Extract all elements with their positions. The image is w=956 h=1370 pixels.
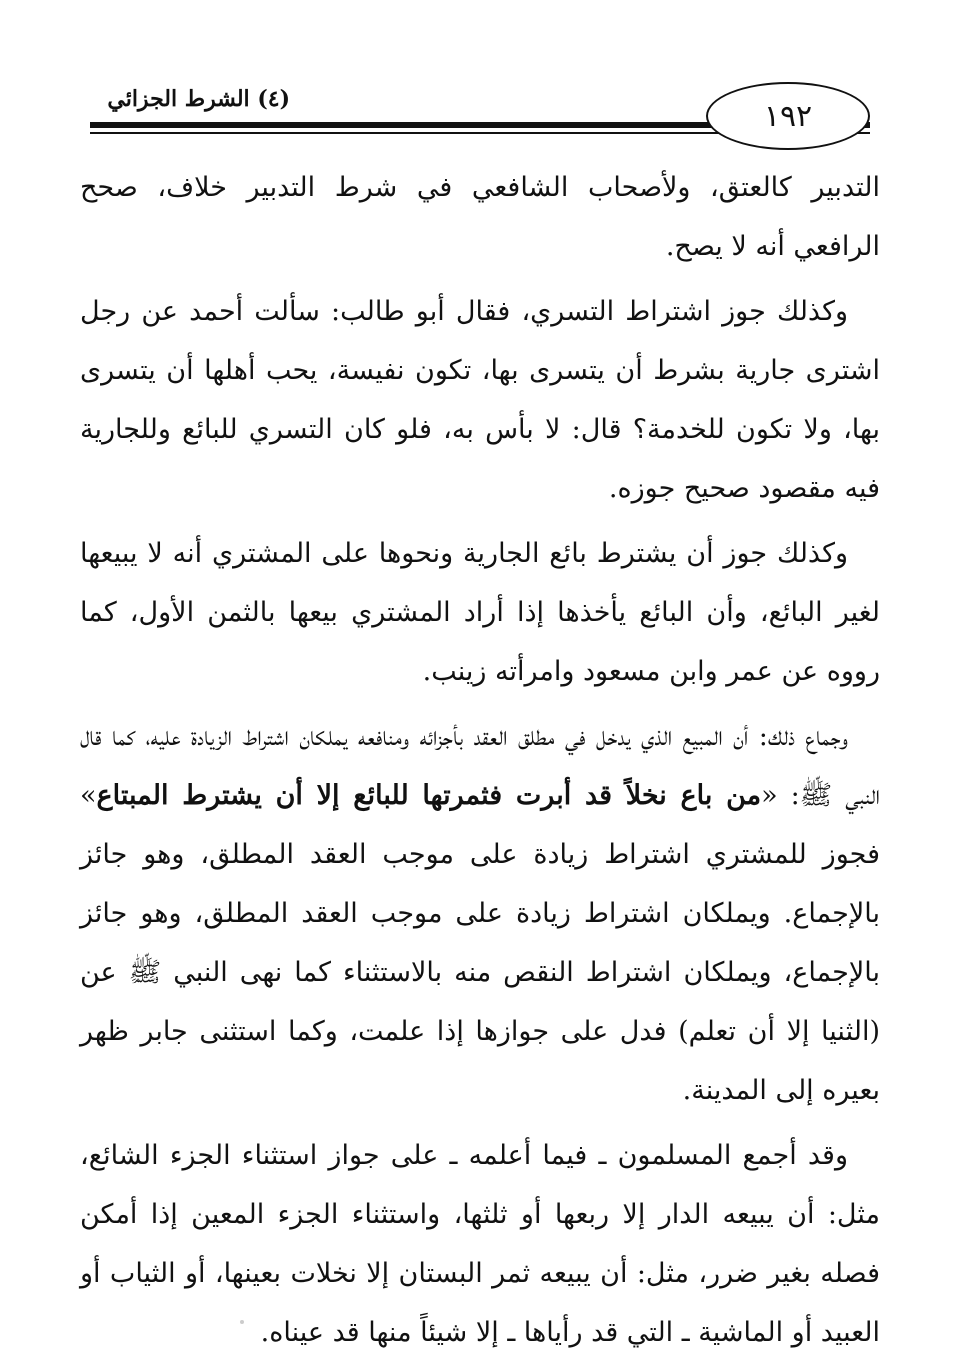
paragraph-2: وكذلك جوز اشتراط التسري، فقال أبو طالب: سألت أحمد عن رجل اشترى جارية بشرط أن يتسرى بها، تكون نفيسة، يحب أهلها أن يتسرى بها، ولا تكون للخدمة؟ قال: لا بأس به، فلو كان التسري للبائع وللجارية فيه مقصود صحيح جوزه. — [80, 296, 880, 504]
paragraph-4 — [80, 707, 880, 1120]
page-number: ١٩٢ — [706, 82, 870, 150]
paragraph-1: التدبير كالعتق، ولأصحاب الشافعي في شرط التدبير خلاف، صحح الرافعي أنه لا يصح. — [80, 172, 880, 262]
page-speck — [240, 1320, 244, 1324]
paragraph-3: وكذلك جوز أن يشترط بائع الجارية ونحوها على المشتري أنه لا يبيعها لغير البائع، وأن البائع يأخذها إذا أراد المشتري بيعها بالثمن الأول، كما رووه عن عمر وابن مسعود وامرأته زينب. — [80, 538, 880, 687]
paragraph-4-text-a: وجماع ذلك: أن المبيع الذي يدخل في مطلق العقد بأجزائه ومنافعه يملكان اشتراط الزيادة عليه، كما قال النبي ﷺ: « — [80, 721, 880, 811]
page-body — [80, 158, 880, 1348]
running-title: (٤) الشرط الجزائي — [107, 86, 290, 112]
hadith-quote: من باع نخلاً قد أبرت فثمرتها للبائع إلا أن يشترط المبتاع — [96, 780, 762, 811]
page-header — [0, 0, 956, 150]
paragraph-5: وقد أجمع المسلمون ـ فيما أعلمه ـ على جواز استثناء الجزء الشائع، مثل: أن يبيعه الدار إلا ربعها أو ثلثها، واستثناء الجزء المعين إذا أمكن فصله بغير ضرر، مثل: أن يبيعه ثمر البستان إلا نخلات بعينها، أو الثياب أو العبيد أو الماشية ـ التي قد رأياها ـ إلا شيئاً منها قد عيناه. — [80, 1140, 880, 1348]
paragraph-4-text-b: » فجوز للمشتري اشتراط زيادة على موجب العقد المطلق، وهو جائز بالإجماع. ويملكان اشتراط زيادة على موجب العقد المطلق، وهو جائز بالإجماع، ويملكان اشتراط النقص منه بالاستثناء كما نهى النبي ﷺ عن (الثنيا إلا أن تعلم) فدل على جوازها إذا علمت، وكما استثنى جابر ظهر بعيره إلى المدينة. — [80, 780, 880, 1106]
